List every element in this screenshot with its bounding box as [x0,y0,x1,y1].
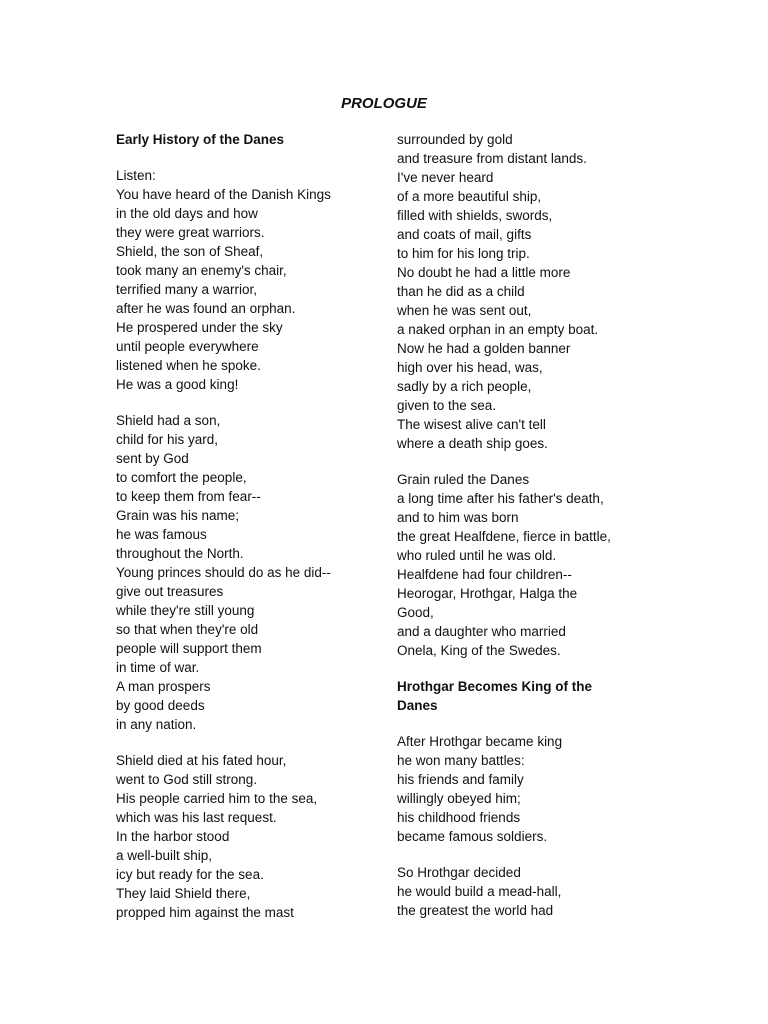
poem-line: Young princes should do as he did-- [116,565,331,580]
poem-line: his childhood friends [397,810,521,825]
poem-line: and to him was born [397,510,519,525]
poem-line: In the harbor stood [116,829,230,844]
poem-line: Shield died at his fated hour, [116,753,287,768]
poem-line: he would build a mead-hall, [397,884,562,899]
poem-line: a naked orphan in an empty boat. [397,322,599,337]
poem-line: sent by God [116,451,189,466]
poem-line: Shield, the son of Sheaf, [116,244,264,259]
poem-line: went to God still strong. [116,772,258,787]
poem-line: terrified many a warrior, [116,282,258,297]
poem-line: who ruled until he was old. [397,548,557,563]
poem-line: icy but ready for the sea. [116,867,264,882]
poem-line: and treasure from distant lands. [397,151,587,166]
section-heading: Early History of the Danes [116,132,285,147]
poem-line: given to the sea. [397,398,497,413]
poem-line: where a death ship goes. [397,436,548,451]
poem-line: Healfdene had four children-- [397,567,572,582]
poem-line: propped him against the mast [116,905,294,920]
stanza [397,130,657,453]
poem-line: sadly by a rich people, [397,379,532,394]
poem-line: by good deeds [116,698,205,713]
poem-line: So Hrothgar decided [397,865,521,880]
stanza [116,751,386,922]
poem-line: to comfort the people, [116,470,247,485]
stanza [397,470,657,660]
poem-line: He was a good king! [116,377,239,392]
poem-line: throughout the North. [116,546,244,561]
poem-line: he won many battles: [397,753,525,768]
poem-line: of a more beautiful ship, [397,189,542,204]
stanza [397,732,657,846]
poem-line: Good, [397,605,434,620]
poem-line: give out treasures [116,584,224,599]
poem-line: Onela, King of the Swedes. [397,643,561,658]
poem-line: Grain ruled the Danes [397,472,530,487]
left-column [116,130,386,939]
section-heading [397,677,657,715]
poem-line: took many an enemy's chair, [116,263,287,278]
poem-line: He prospered under the sky [116,320,283,335]
poem-line: The wisest alive can't tell [397,417,546,432]
poem-line: and coats of mail, gifts [397,227,532,242]
stanza [116,166,386,394]
section-heading-line: Danes [397,698,438,713]
poem-line: his friends and family [397,772,524,787]
poem-line: after he was found an orphan. [116,301,296,316]
poem-line: in the old days and how [116,206,258,221]
page-title: PROLOGUE [341,95,427,112]
poem-line: child for his yard, [116,432,219,447]
right-column [397,130,657,937]
poem-line: they were great warriors. [116,225,265,240]
poem-line: Listen: [116,168,156,183]
poem-line: in time of war. [116,660,200,675]
poem-line: Shield had a son, [116,413,221,428]
poem-line: to him for his long trip. [397,246,530,261]
poem-line: His people carried him to the sea, [116,791,318,806]
section-heading-line: Hrothgar Becomes King of the [397,679,593,694]
poem-line: while they're still young [116,603,255,618]
poem-line: when he was sent out, [397,303,532,318]
poem-line: A man prospers [116,679,211,694]
poem-line: to keep them from fear-- [116,489,261,504]
poem-line: people will support them [116,641,262,656]
poem-line: and a daughter who married [397,624,566,639]
poem-line: Heorogar, Hrothgar, Halga the [397,586,578,601]
poem-line: became famous soldiers. [397,829,548,844]
poem-line: the greatest the world had [397,903,554,918]
poem-line: No doubt he had a little more [397,265,571,280]
poem-line: Now he had a golden banner [397,341,571,356]
poem-line: Grain was his name; [116,508,240,523]
poem-line: I've never heard [397,170,494,185]
poem-line: than he did as a child [397,284,525,299]
poem-line: until people everywhere [116,339,259,354]
poem-line: the great Healfdene, fierce in battle, [397,529,611,544]
poem-line: After Hrothgar became king [397,734,563,749]
poem-line: They laid Shield there, [116,886,251,901]
stanza [116,411,386,734]
poem-line: a long time after his father's death, [397,491,604,506]
poem-line: surrounded by gold [397,132,513,147]
poem-line: which was his last request. [116,810,277,825]
poem-line: You have heard of the Danish Kings [116,187,331,202]
poem-line: willingly obeyed him; [397,791,521,806]
poem-line: filled with shields, swords, [397,208,553,223]
stanza [397,863,657,920]
poem-line: he was famous [116,527,207,542]
poem-line: a well-built ship, [116,848,213,863]
poem-line: high over his head, was, [397,360,543,375]
poem-line: listened when he spoke. [116,358,261,373]
poem-line: in any nation. [116,717,197,732]
poem-line: so that when they're old [116,622,259,637]
